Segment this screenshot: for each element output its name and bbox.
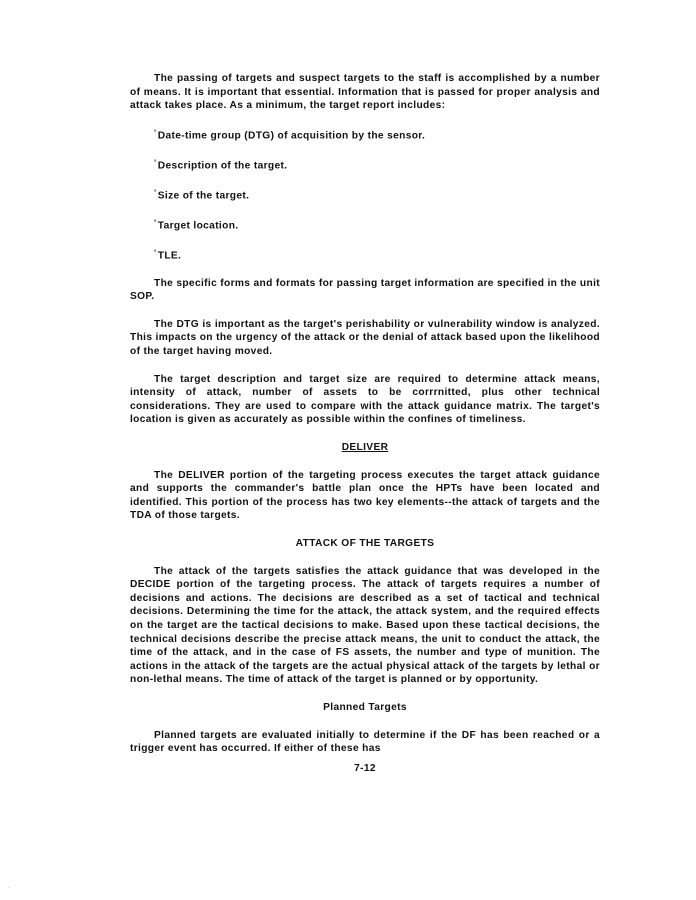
section-heading-planned: Planned Targets (323, 701, 407, 713)
description-paragraph: The target description and target size are required to determine attack means, intensity of attack, number of assets to be corrrnitted, plus other technical considerations. They are used to compare with the attack guidance matrix. The target's location is given as accurately as possible within the confines of timeliness. (130, 373, 600, 426)
intro-paragraph: The passing of targets and suspect targets to the staff is accomplished by a number of means. It is important that essential. Information that is passed for proper analysis and attack takes place. As a minimum, the target report includes: (130, 73, 600, 112)
bullet-item (154, 217, 600, 233)
dtg-paragraph: The DTG is important as the target's perishability or vulnerability window is analyzed. This impacts on the urgency of the attack or the denial of attack based upon the likelihood of the target having moved. (130, 318, 600, 358)
planned-paragraph: Planned targets are evaluated initially to determine if the DF has been reached or a trigger event has occurred. If either of these has (130, 729, 600, 755)
bullet-item (154, 247, 600, 263)
bullet-text: Size of the target. (157, 190, 250, 202)
bullet-text: TLE. (157, 250, 182, 262)
section-heading-deliver: DELIVER (341, 442, 389, 454)
bullet-mark: ° (154, 189, 157, 196)
page-number: 7-12 (354, 762, 376, 774)
bullet-text: Date-time group (DTG) of acquisition by the sensor. (157, 130, 426, 142)
bullet-mark: ° (154, 129, 157, 136)
section-heading-attack: ATTACK OF THE TARGETS (295, 538, 435, 550)
bullet-mark: ° (154, 159, 157, 166)
bullet-mark: ° (154, 249, 157, 256)
bullet-item (154, 157, 600, 173)
bullet-text: Description of the target. (157, 160, 288, 172)
document-page (130, 72, 600, 775)
bullet-mark: ° (154, 219, 157, 226)
bullet-item (154, 187, 600, 203)
deliver-paragraph: The DELIVER portion of the targeting process executes the target attack guidance and supports the commander's battle plan once the HPTs have been located and identified. This portion of the process has two key elements--the attack of targets and the TDA of those targets. (130, 469, 600, 522)
bullet-text: Target location. (157, 220, 239, 232)
attack-paragraph: The attack of the targets satisfies the attack guidance that was developed in the DECIDE portion of the targeting process. The attack of targets requires a number of decisions and actions. The decisions are described as a set of tactical and technical decisions. Determining the time for the attack, the attack system, and the required effects on the target are the tactical decisions to make. Based upon these tactical decisions, the technical decisions describe the precise attack means, the unit to conduct the attack, the time of the attack, and in the case of FS assets, the number and type of munition. The actions in the attack of the targets are the actual physical attack of the targets by lethal or non-lethal means. The time of attack of the target is planned or by opportunity. (130, 565, 600, 686)
bullet-item (154, 127, 600, 143)
forms-paragraph: The specific forms and formats for passing target information are specified in the unit SOP. (130, 277, 600, 303)
scan-artifact-mark: . (8, 884, 10, 890)
